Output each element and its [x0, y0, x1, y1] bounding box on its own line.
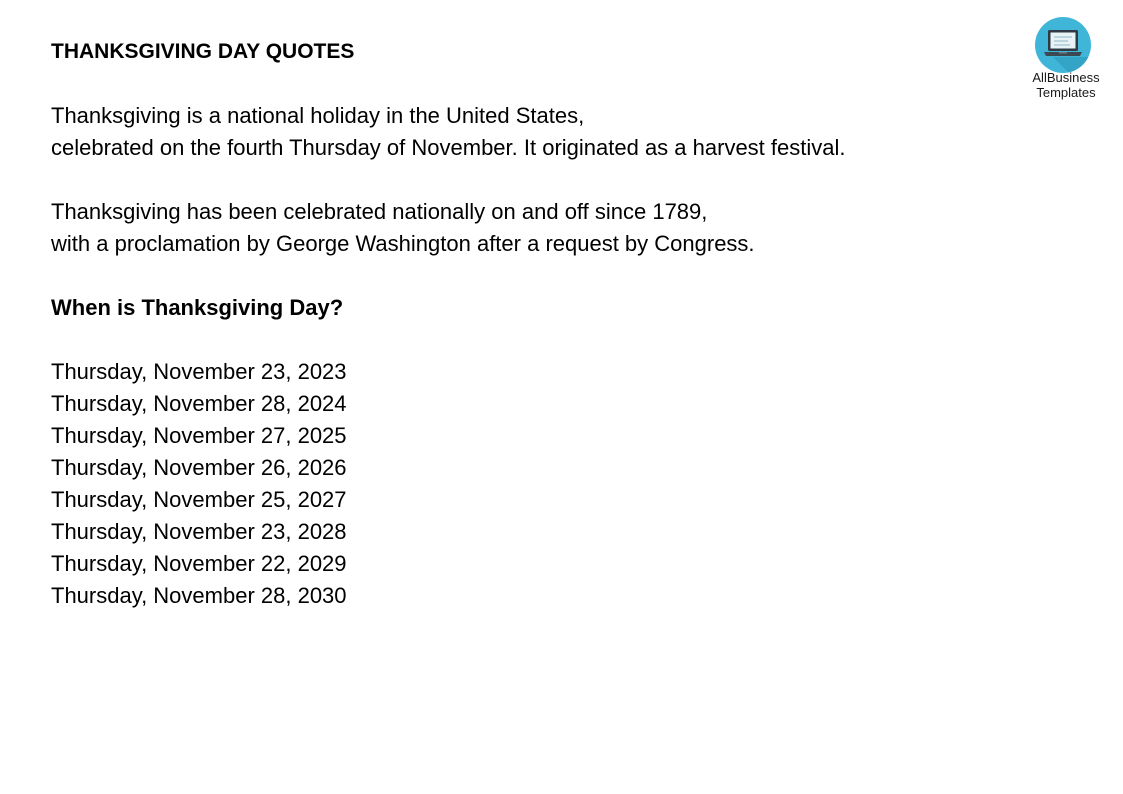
paragraph-2-line-2: with a proclamation by George Washington after a request by Congress.	[51, 231, 755, 256]
logo-line-2: Templates	[1036, 85, 1096, 100]
logo-badge	[1035, 17, 1091, 73]
date-item: Thursday, November 28, 2024	[51, 391, 347, 416]
section-heading: When is Thanksgiving Day?	[51, 295, 344, 320]
paragraph-1-line-1: Thanksgiving is a national holiday in the United States,	[51, 103, 585, 128]
paragraph-1-line-2: celebrated on the fourth Thursday of November. It originated as a harvest festival.	[51, 135, 846, 160]
blank-line	[51, 68, 991, 100]
document-body	[51, 36, 991, 612]
document-title: THANKSGIVING DAY QUOTES	[51, 40, 355, 63]
paragraph-2-line-1: Thanksgiving has been celebrated nationally on and off since 1789,	[51, 199, 708, 224]
blank-line	[51, 164, 991, 196]
logo-line-1: AllBusiness	[1032, 70, 1100, 85]
date-item: Thursday, November 26, 2026	[51, 455, 347, 480]
dates-list	[51, 356, 991, 612]
date-item: Thursday, November 27, 2025	[51, 423, 347, 448]
date-item: Thursday, November 23, 2023	[51, 359, 347, 384]
date-item: Thursday, November 23, 2028	[51, 519, 347, 544]
allbusiness-templates-logo	[1016, 14, 1116, 104]
logo-wordmark	[1016, 70, 1116, 100]
blank-line	[51, 260, 991, 292]
date-item: Thursday, November 22, 2029	[51, 551, 347, 576]
laptop-icon	[1035, 17, 1091, 73]
date-item: Thursday, November 25, 2027	[51, 487, 347, 512]
date-item: Thursday, November 28, 2030	[51, 583, 347, 608]
blank-line	[51, 324, 991, 356]
